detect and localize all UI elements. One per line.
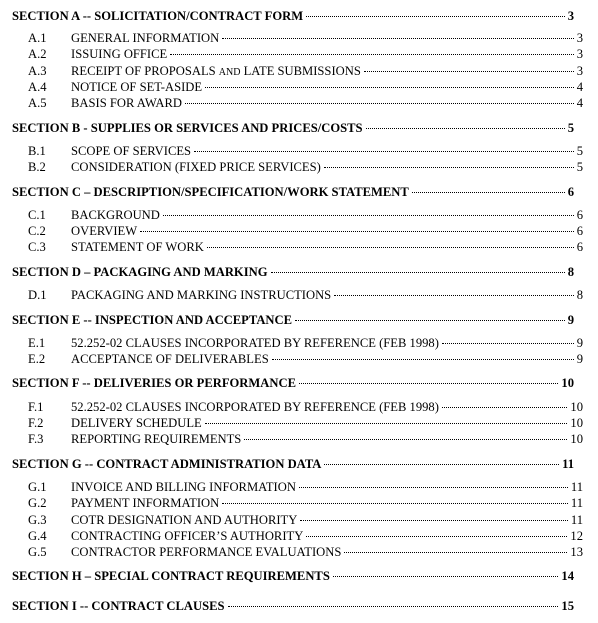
dot-leader: [207, 247, 574, 248]
dot-leader: [272, 359, 574, 360]
dot-leader: [306, 16, 565, 17]
entry-number: D.1: [28, 288, 47, 302]
toc-entry-c2: [28, 223, 583, 239]
dot-leader: [163, 215, 574, 216]
dot-leader: [300, 520, 568, 521]
toc-entry-g5: [28, 544, 583, 560]
toc-section-a: [12, 8, 574, 24]
entry-title: BASIS FOR AWARD: [71, 96, 182, 110]
dot-leader: [333, 576, 559, 577]
dot-leader: [228, 606, 559, 607]
dot-leader: [222, 503, 568, 504]
entry-title: 52.252-02 CLAUSES INCORPORATED BY REFERENCE (FEB 1998): [71, 400, 439, 414]
entry-title-part: RECEIPT OF PROPOSALS: [71, 64, 219, 78]
entry-title: CONTRACTING OFFICER’S AUTHORITY: [71, 529, 304, 543]
toc-section-g: [12, 456, 574, 472]
entry-number: A.2: [28, 47, 47, 61]
section-page-number: 6: [567, 185, 574, 199]
entry-number: C.2: [28, 224, 46, 238]
dot-leader: [412, 192, 565, 193]
section-title: SECTION B - SUPPLIES OR SERVICES AND PRICES/COSTS: [12, 121, 363, 135]
entry-number: F.1: [28, 400, 44, 414]
toc-entry-e1: [28, 335, 583, 351]
entry-title: ACCEPTANCE OF DELIVERABLES: [71, 352, 269, 366]
toc-section-i: [12, 598, 574, 614]
dot-leader: [306, 536, 567, 537]
entry-page-number: 3: [576, 31, 583, 45]
dot-leader: [442, 407, 567, 408]
section-page-number: 11: [562, 457, 574, 471]
entry-page-number: 5: [576, 144, 583, 158]
dot-leader: [222, 38, 573, 39]
entry-number: G.4: [28, 529, 47, 543]
dot-leader: [442, 343, 574, 344]
toc-entry-g2: [28, 495, 583, 511]
toc-entry-c3: [28, 239, 583, 255]
entry-title: 52.252-02 CLAUSES INCORPORATED BY REFERENCE (FEB 1998): [71, 336, 439, 350]
entry-number: A.4: [28, 80, 47, 94]
dot-leader: [170, 54, 573, 55]
section-title: SECTION G -- CONTRACT ADMINISTRATION DATA: [12, 457, 322, 471]
entry-number: A.1: [28, 31, 47, 45]
toc-entry-g1: [28, 479, 583, 495]
entry-title: INVOICE AND BILLING INFORMATION: [71, 480, 296, 494]
entry-title: DELIVERY SCHEDULE: [71, 416, 202, 430]
entry-number: G.5: [28, 545, 47, 559]
entry-page-number: 11: [570, 513, 583, 527]
toc-section-f: [12, 375, 574, 391]
toc-entry-a2: [28, 46, 583, 62]
section-page-number: 10: [561, 376, 574, 390]
entry-page-number: 10: [570, 432, 583, 446]
section-title: SECTION D – PACKAGING AND MARKING: [12, 265, 268, 279]
dot-leader: [185, 103, 574, 104]
section-page-number: 8: [567, 265, 574, 279]
dot-leader: [299, 487, 568, 488]
entry-title: COTR DESIGNATION AND AUTHORITY: [71, 513, 298, 527]
section-title: SECTION C – DESCRIPTION/SPECIFICATION/WORK STATEMENT: [12, 185, 409, 199]
dot-leader: [334, 295, 574, 296]
toc-entry-f2: [28, 415, 583, 431]
toc-entry-e2: [28, 351, 583, 367]
entry-number: A.5: [28, 96, 47, 110]
entry-page-number: 12: [570, 529, 583, 543]
section-title: SECTION H – SPECIAL CONTRACT REQUIREMENTS: [12, 569, 330, 583]
dot-leader: [366, 128, 565, 129]
entry-title: OVERVIEW: [71, 224, 138, 238]
entry-number: G.1: [28, 480, 47, 494]
toc-entry-a5: [28, 95, 583, 111]
entry-title: CONTRACTOR PERFORMANCE EVALUATIONS: [71, 545, 342, 559]
toc-section-h: [12, 568, 574, 584]
entry-number: G.2: [28, 496, 47, 510]
dot-leader: [344, 552, 567, 553]
toc-entry-g3: [28, 512, 583, 528]
dot-leader: [324, 167, 574, 168]
dot-leader: [271, 272, 565, 273]
toc-entry-g4: [28, 528, 583, 544]
dot-leader: [194, 151, 574, 152]
toc-entry-d1: [28, 287, 583, 303]
toc-entry-a1: [28, 30, 583, 46]
toc-entry-f3: [28, 431, 583, 447]
entry-page-number: 4: [576, 96, 583, 110]
entry-number: F.2: [28, 416, 44, 430]
entry-number: F.3: [28, 432, 44, 446]
section-title: SECTION I -- CONTRACT CLAUSES: [12, 599, 225, 613]
dot-leader: [205, 423, 568, 424]
entry-number: B.2: [28, 160, 46, 174]
entry-title: BACKGROUND: [71, 208, 160, 222]
toc-entry-b1: [28, 143, 583, 159]
entry-page-number: 6: [576, 208, 583, 222]
dot-leader: [324, 464, 559, 465]
entry-title-small-caps: AND: [218, 67, 241, 78]
entry-number: C.1: [28, 208, 46, 222]
toc-entry-c1: [28, 207, 583, 223]
toc-section-b: [12, 120, 574, 136]
entry-title: GENERAL INFORMATION: [71, 31, 220, 45]
section-title: SECTION A -- SOLICITATION/CONTRACT FORM: [12, 9, 304, 23]
toc-entry-a3: [28, 63, 583, 79]
dot-leader: [299, 383, 558, 384]
entry-number: B.1: [28, 144, 46, 158]
toc-entry-f1: [28, 399, 583, 415]
entry-page-number: 11: [570, 496, 583, 510]
dot-leader: [140, 231, 574, 232]
entry-number: G.3: [28, 513, 47, 527]
entry-title: SCOPE OF SERVICES: [71, 144, 192, 158]
entry-page-number: 3: [576, 64, 583, 78]
entry-title: PAYMENT INFORMATION: [71, 496, 220, 510]
entry-title-part: LATE SUBMISSIONS: [240, 64, 361, 78]
dot-leader: [364, 71, 574, 72]
entry-title: STATEMENT OF WORK: [71, 240, 204, 254]
toc-section-e: [12, 312, 574, 328]
section-page-number: 3: [567, 9, 574, 23]
toc-section-d: [12, 264, 574, 280]
entry-page-number: 11: [570, 480, 583, 494]
dot-leader: [205, 87, 574, 88]
entry-page-number: 8: [576, 288, 583, 302]
entry-page-number: 5: [576, 160, 583, 174]
toc-entry-b2: [28, 159, 583, 175]
section-title: SECTION F -- DELIVERIES OR PERFORMANCE: [12, 376, 296, 390]
section-page-number: 5: [567, 121, 574, 135]
entry-number: E.1: [28, 336, 46, 350]
entry-title: REPORTING REQUIREMENTS: [71, 432, 242, 446]
dot-leader: [244, 439, 567, 440]
section-page-number: 15: [561, 599, 574, 613]
toc-entry-a4: [28, 79, 583, 95]
entry-title: NOTICE OF SET-ASIDE: [71, 80, 203, 94]
dot-leader: [295, 320, 565, 321]
entry-page-number: 3: [576, 47, 583, 61]
entry-title: PACKAGING AND MARKING INSTRUCTIONS: [71, 288, 332, 302]
entry-number: C.3: [28, 240, 46, 254]
entry-number: A.3: [28, 64, 47, 78]
entry-page-number: 9: [576, 352, 583, 366]
entry-page-number: 10: [570, 416, 583, 430]
section-page-number: 14: [561, 569, 574, 583]
entry-page-number: 10: [570, 400, 583, 414]
section-page-number: 9: [567, 313, 574, 327]
entry-page-number: 13: [570, 545, 583, 559]
entry-page-number: 4: [576, 80, 583, 94]
entry-title: ISSUING OFFICE: [71, 47, 168, 61]
toc-section-c: [12, 184, 574, 200]
entry-title: CONSIDERATION (FIXED PRICE SERVICES): [71, 160, 321, 174]
entry-page-number: 6: [576, 224, 583, 238]
section-title: SECTION E -- INSPECTION AND ACCEPTANCE: [12, 313, 293, 327]
entry-page-number: 6: [576, 240, 583, 254]
entry-page-number: 9: [576, 336, 583, 350]
entry-number: E.2: [28, 352, 46, 366]
